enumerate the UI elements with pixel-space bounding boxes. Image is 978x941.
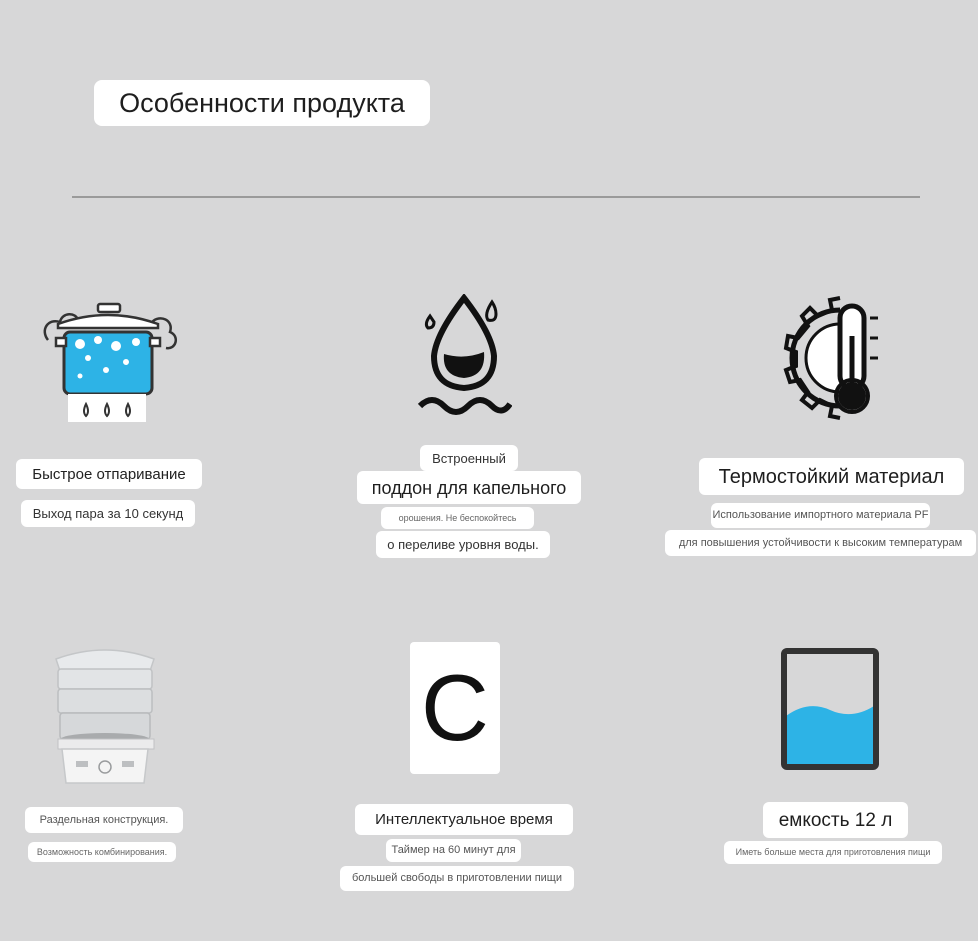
feature-capacity-line: Иметь больше места для приготовления пищи [724, 841, 942, 864]
steamer-product-image [50, 645, 160, 787]
feature-material-line-2: для повышения устойчивости к высоким температурам [665, 530, 976, 556]
divider [72, 196, 920, 198]
feature-timer-line-1: Таймер на 60 минут для [386, 839, 521, 862]
feature-drip-line-3: орошения. Не беспокойтесь [381, 507, 534, 529]
water-tank-icon [780, 648, 880, 770]
page-title: Особенности продукта [94, 80, 430, 126]
timer-glyph-icon: C [410, 642, 500, 774]
feature-drip-line-2: поддон для капельного [357, 471, 581, 504]
feature-steam-line: Выход пара за 10 секунд [21, 500, 195, 527]
thermometer-gear-icon [774, 296, 884, 420]
steaming-pot-icon [40, 300, 180, 425]
feature-split-line: Возможность комбинирования. [28, 842, 176, 862]
feature-material-line-1: Использование импортного материала PF [711, 503, 930, 528]
feature-drip-line-1: Встроенный [420, 445, 518, 471]
feature-timer-title: Интеллектуальное время [355, 804, 573, 835]
feature-capacity-title: емкость 12 л [763, 802, 908, 838]
feature-material-title: Термостойкий материал [699, 458, 964, 495]
feature-split-title: Раздельная конструкция. [25, 807, 183, 833]
feature-timer-line-2: большей свободы в приготовлении пищи [340, 866, 574, 891]
feature-drip-line-4: о переливе уровня воды. [376, 531, 550, 558]
feature-steam-title: Быстрое отпаривание [16, 459, 202, 489]
water-drop-icon [416, 294, 512, 420]
